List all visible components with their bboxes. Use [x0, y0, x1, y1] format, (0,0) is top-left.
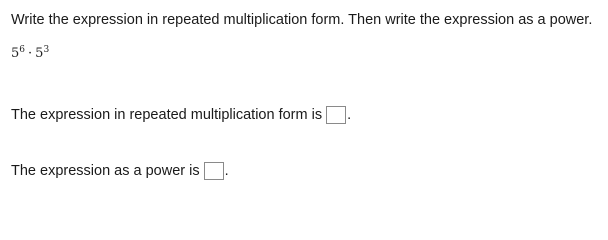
- expression-exponent-1: 6: [19, 45, 26, 55]
- repeated-multiplication-period: .: [347, 107, 352, 123]
- repeated-multiplication-question: [11, 104, 351, 126]
- math-expression: [11, 46, 49, 63]
- power-prompt: The expression as a power is: [11, 163, 200, 179]
- multiplication-dot: ·: [28, 46, 33, 61]
- expression-base-1: 5: [11, 46, 20, 61]
- power-period: .: [224, 163, 229, 179]
- instruction-text: Write the expression in repeated multiplication form. Then write the expression as a power.: [11, 12, 593, 28]
- power-answer-box[interactable]: [204, 162, 224, 180]
- expression-base-2: 5: [35, 46, 44, 61]
- repeated-multiplication-prompt: The expression in repeated multiplication form is: [11, 107, 323, 123]
- power-question: [11, 160, 229, 182]
- expression-exponent-2: 3: [43, 45, 50, 55]
- repeated-multiplication-answer-box[interactable]: [326, 106, 346, 124]
